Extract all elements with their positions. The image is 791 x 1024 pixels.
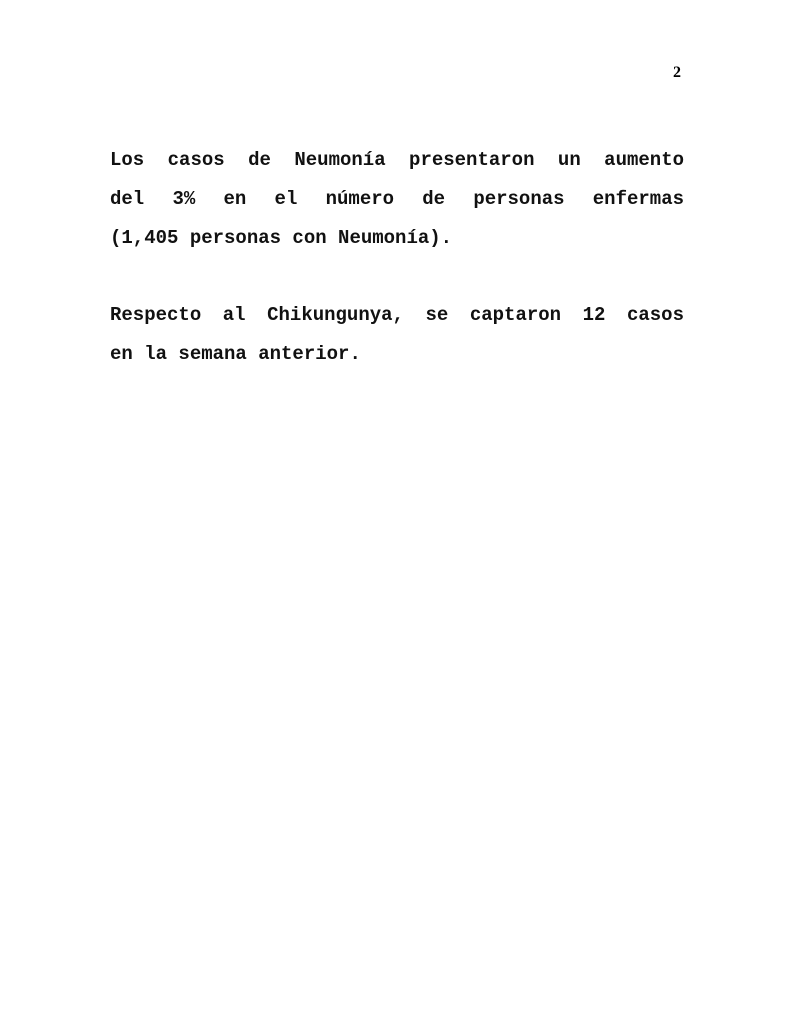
paragraph-line: del 3% en el número de personas enfermas <box>110 188 684 210</box>
page-number: 2 <box>673 64 681 81</box>
paragraph-neumonia <box>110 141 684 258</box>
paragraph-line: (1,405 personas con Neumonía). <box>110 227 453 249</box>
paragraph-line: Los casos de Neumonía presentaron un aumento <box>110 149 684 171</box>
paragraph-line: Respecto al Chikungunya, se captaron 12 casos <box>110 304 684 326</box>
paragraph-spacer <box>110 258 684 296</box>
paragraph-chikungunya <box>110 296 684 374</box>
document-body <box>110 141 684 374</box>
paragraph-line: en la semana anterior. <box>110 343 361 365</box>
